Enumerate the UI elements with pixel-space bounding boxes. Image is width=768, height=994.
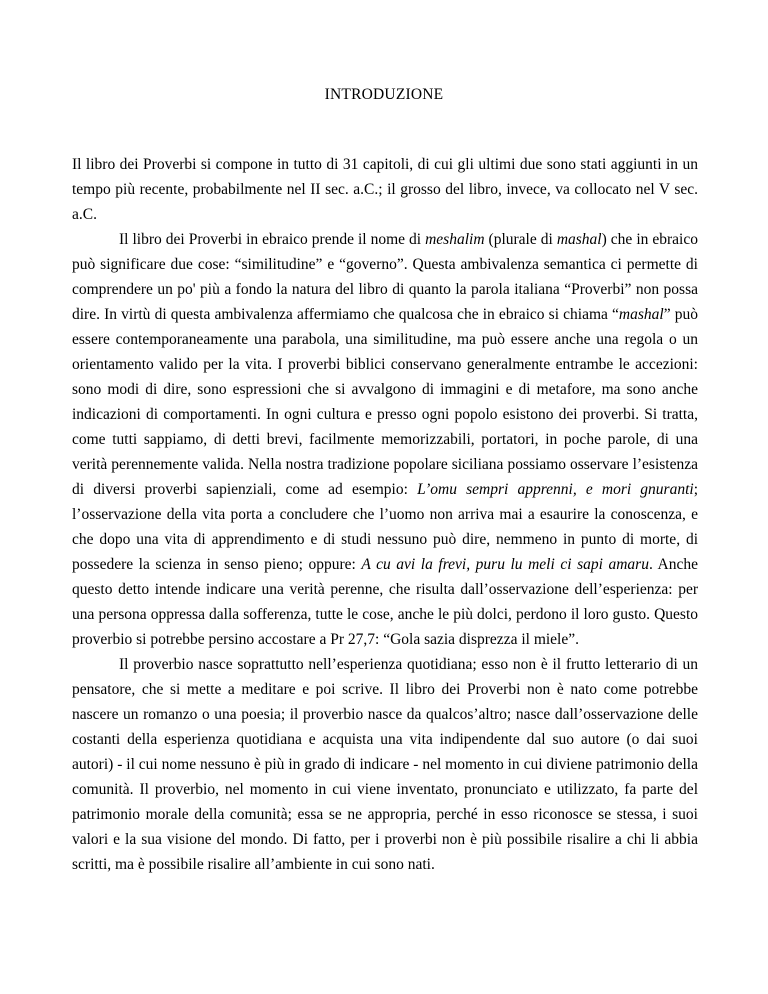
paragraph-3-text: Il proverbio nasce soprattutto nell’esperienza quotidiana; esso non è il frutto letterario di un pensatore, che si mette a meditare e poi scrive. Il libro dei Proverbi non è nato come potrebbe nascere un romanzo o una poesia; il proverbio nasce da qualcos’altro; nasce dall’osservazione delle costanti della esperienza quotidiana e acquista una vita indipendente dal suo autore (o dai suoi autori) - il cui nome nessuno è più in grado di indicare - nel momento in cui diviene patrimonio della comunità. Il proverbio, nel momento in cui viene inventato, pronunciato e utilizzato, fa parte del patrimonio morale della comunità; essa se ne appropria, perché in esso riconosce se stessa, i suoi valori e la sua visione del mondo. Di fatto, per i proverbi non è più possibile risalire a chi li abbia scritti, ma è possibile risalire all’ambiente in cui sono nati. <box>72 656 698 873</box>
paragraph-2-text: ; l’osservazione della vita porta a concludere che l’uomo non arriva mai a esaurire la conoscenza, e che dopo una vita di apprendimento e di studi nessuno può dire, nemmeno in punto di morte, di possedere la scienza in senso pieno; oppure: <box>72 481 699 573</box>
term-mashal: mashal <box>556 231 602 248</box>
paragraph-1-text: Il libro dei Proverbi si compone in tutto di 31 capitoli, di cui gli ultimi due sono stati aggiunti in un tempo più recente, probabilmente nel II sec. a.C.; il grosso del libro, invece, va collocato nel V sec. a.C. <box>72 156 698 223</box>
paragraph-2-text: . Anche questo detto intende indicare una verità perenne, che risulta dall’osservazione dell’esperienza: per una persona oppressa dalla sofferenza, tutte le cose, anche le più dolci, perdono il loro gusto. Questo proverbio si potrebbe persino accostare a Pr 27,7: “Gola sazia disprezza il miele”. <box>72 556 698 648</box>
paragraph-2-text: ” può essere contemporaneamente una parabola, una similitudine, ma può essere anche una regola o un orientamento valido per la vita. I proverbi biblici conservano generalmente entrambe le accezioni: sono modi di dire, sono espressioni che si avvalgono di immagini e di metafore, ma sono anche indicazioni di comportamenti. In ogni cultura e presso ogni popolo esistono dei proverbi. Si tratta, come tutti sappiamo, di detti brevi, facilmente memorizzabili, portatori, in poche parole, di una verità perennemente valida. Nella nostra tradizione popolare siciliana possiamo osservare l’esistenza di diversi proverbi sapienziali, come ad esempio: <box>72 306 698 498</box>
term-meshalim: meshalim <box>425 231 485 248</box>
term-mashal: mashal <box>618 306 664 323</box>
proverb-quote: L’omu sempri apprenni, e mori gnuranti <box>417 481 694 498</box>
paragraph-2-text: Il libro dei Proverbi in ebraico prende il nome di <box>119 231 426 248</box>
proverb-quote: A cu avi la frevi, puru lu meli ci sapi amaru <box>361 556 649 573</box>
document-body <box>72 152 698 877</box>
page-title: INTRODUZIONE <box>324 86 444 103</box>
paragraph-2 <box>72 227 698 652</box>
paragraph-2-text: (plurale di <box>484 231 557 248</box>
paragraph-1 <box>72 152 698 227</box>
paragraph-3 <box>72 652 698 877</box>
paragraph-2-text: ) che in ebraico può significare due cose: “similitudine” e “governo”. Questa ambivalenza semantica ci permette di comprendere un po' più a fondo la natura del libro di quanto la parola italiana “Proverbi” non possa dire. In virtù di questa ambivalenza affermiamo che qualcosa che in ebraico si chiama “ <box>72 231 698 323</box>
